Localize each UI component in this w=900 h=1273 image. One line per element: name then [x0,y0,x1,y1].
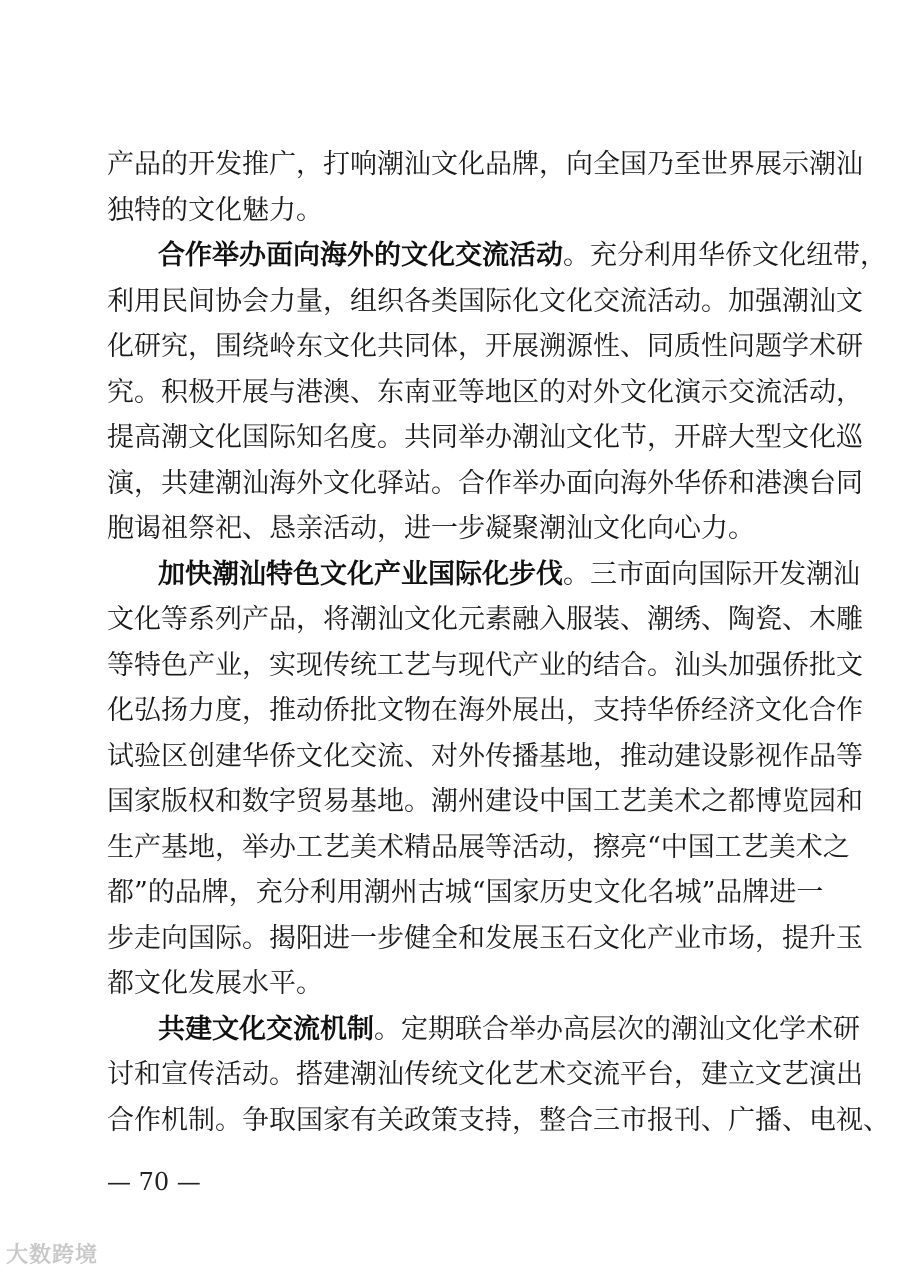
paragraph-text: 利用民间协会力量，组织各类国际化文化交流活动。加强潮汕文 [107,285,863,317]
watermark-text: 大数跨境 [6,1243,99,1268]
text-line [107,779,863,825]
text-line [107,461,863,507]
paragraph-text: 国家版权和数字贸易基地。潮州建设中国工艺美术之都博览园和 [107,786,863,817]
paragraph-text: 究。积极开展与港澳、东南亚等地区的对外文化演示交流活动， [107,376,863,408]
text-line [107,1098,890,1144]
paragraph-text: 化研究，围绕岭东文化共同体，开展溯源性、同质性问题学术研 [107,331,863,362]
paragraph-text: 讨和宣传活动。搭建潮汕传统文化艺术交流平台，建立文艺演出 [107,1059,863,1090]
text-line [158,233,887,279]
paragraph-heading: 加快潮汕特色文化产业国际化步伐 [158,558,563,590]
paragraph-text: 都”的品牌，充分利用潮州古城“国家历史文化名城”品牌进一 [107,877,824,908]
paragraph-text: 化弘扬力度，推动侨批文物在海外展出，支持华侨经济文化合作 [107,695,863,726]
text-line [107,279,863,325]
paragraph-text: 产品的开发推广，打响潮汕文化品牌，向全国乃至世界展示潮汕 [107,149,863,180]
text-line [107,597,863,643]
paragraph-heading: 合作举办面向海外的文化交流活动 [158,240,563,271]
text-line [107,1052,863,1098]
text-line [107,688,863,734]
paragraph-text: 。三市面向国际开发潮汕 [563,558,860,590]
paragraph-heading: 共建文化交流机制 [158,1013,374,1045]
text-line [107,188,793,234]
paragraph-text: 提高潮文化国际知名度。共同举办潮汕文化节，开辟大型文化巡 [107,422,863,453]
text-line [107,506,793,552]
paragraph-text: 独特的文化魅力。 [107,194,323,226]
paragraph-text: 。定期联合举办高层次的潮汕文化学术研 [374,1013,860,1045]
text-line [107,643,863,689]
text-line [107,734,863,780]
text-line [107,825,850,871]
text-line [107,870,824,916]
text-line [107,415,863,461]
paragraph-text: 文化等系列产品，将潮汕文化元素融入服装、潮绣、陶瓷、木雕 [107,604,863,635]
text-line [107,961,793,1007]
text-line [107,916,863,962]
paragraph-text: 合作机制。争取国家有关政策支持，整合三市报刊、广播、电视、 [107,1104,890,1136]
text-line [107,370,863,416]
page-number: — 70 — [107,1168,201,1196]
text-line [158,1007,860,1053]
paragraph-text: 演，共建潮汕海外文化驿站。合作举办面向海外华侨和港澳台同 [107,467,863,499]
paragraph-text: 。充分利用华侨文化纽带， [563,240,887,271]
paragraph-text: 都文化发展水平。 [107,968,323,999]
text-line [107,142,863,188]
paragraph-text: 试验区创建华侨文化交流、对外传播基地，推动建设影视作品等 [107,740,863,772]
paragraph-text: 等特色产业，实现传统工艺与现代产业的结合。汕头加强侨批文 [107,649,863,681]
text-line [107,324,863,370]
paragraph-text: 生产基地，举办工艺美术精品展等活动，擦亮“中国工艺美术之 [107,831,850,863]
watermark-logo [6,1238,98,1269]
text-line [158,552,860,598]
paragraph-text: 胞谒祖祭祀、恳亲活动，进一步凝聚潮汕文化向心力。 [107,513,755,544]
paragraph-text: 步走向国际。揭阳进一步健全和发展玉石文化产业市场，提升玉 [107,922,863,954]
